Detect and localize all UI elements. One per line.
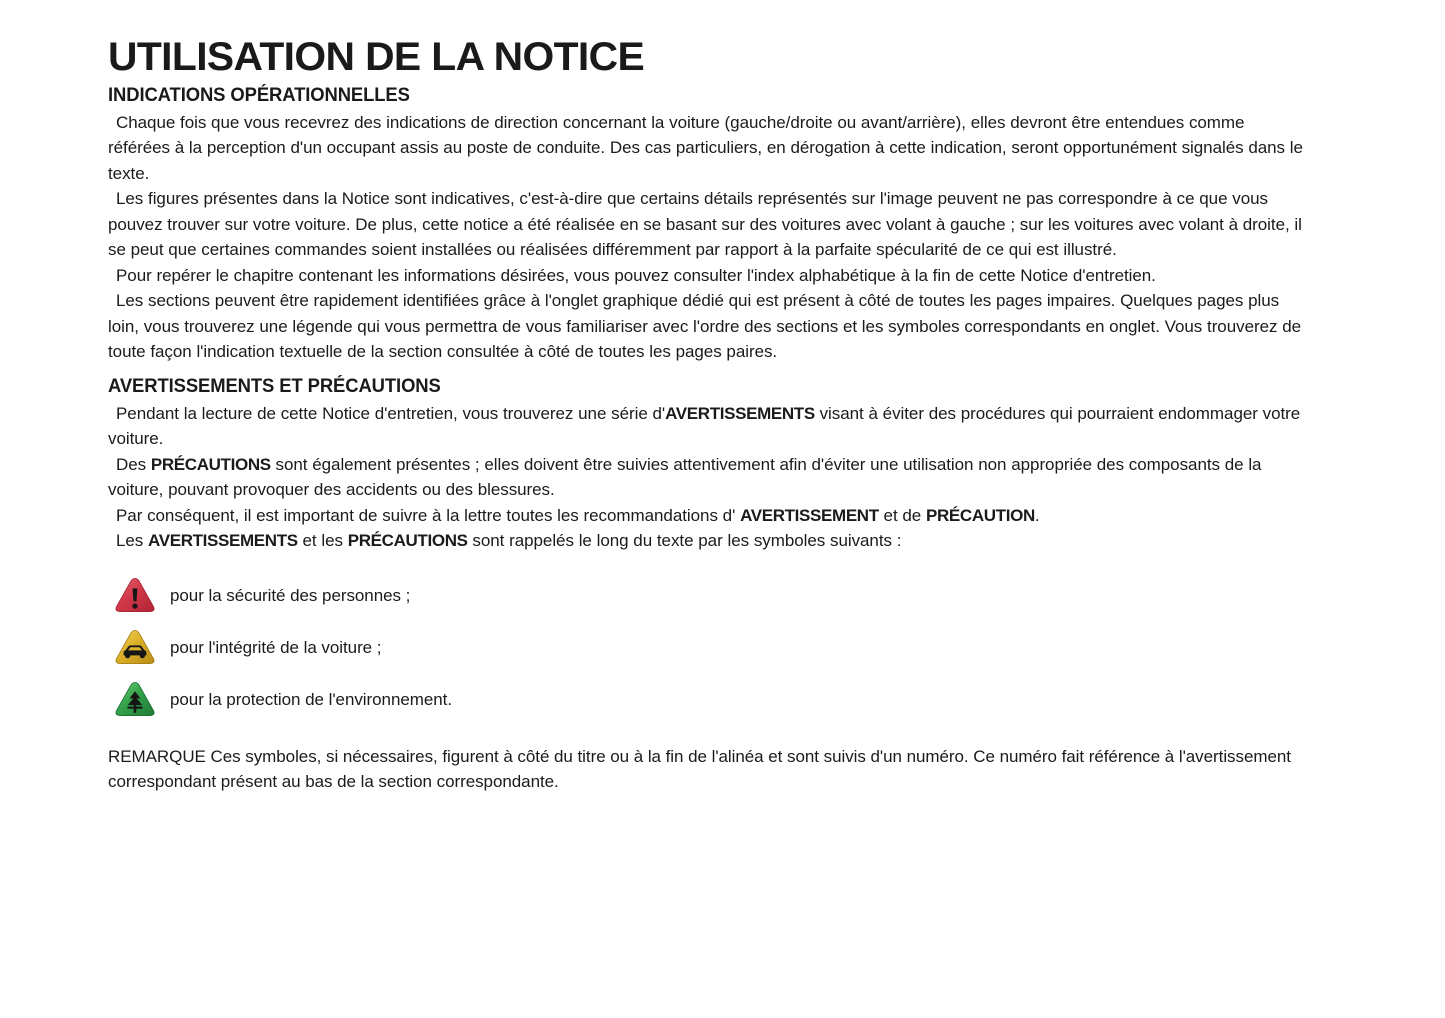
- list-item-label: pour l'intégrité de la voiture ;: [170, 638, 382, 657]
- paragraph: [108, 503, 1305, 529]
- text-run: et les: [297, 531, 348, 550]
- paragraph: Les sections peuvent être rapidement identifiées grâce à l'onglet graphique dédié qui est présent à côté de toutes les pages impaires. Quelques pages plus loin, vous trouverez une légende qui vous permettra de vous familiariser avec l'ordre des sections et les symboles correspondants en onglet. Vous trouverez de toute façon l'indication textuelle de la section consultée à côté de toutes les pages paires.: [108, 291, 1302, 362]
- paragraph: Pour repérer le chapitre contenant les informations désirées, vous pouvez consulter l'index alphabétique à la fin de cette Notice d'entretien.: [116, 265, 1156, 285]
- section-heading-operational: INDICATIONS OPÉRATIONNELLES: [108, 85, 410, 106]
- text-run-bold: AVERTISSEMENT: [740, 505, 879, 525]
- paragraph: Chaque fois que vous recevrez des indications de direction concernant la voiture (gauche/droite ou avant/arrière), elles devront être entendues comme référées à la perception d'un occupant assis au poste de conduite. Des cas particuliers, en dérogation à cette indication, seront opportunément signalés dans le texte.: [108, 112, 1303, 183]
- text-run: Pendant la lecture de cette Notice d'entretien, vous trouverez une série d': [116, 403, 666, 423]
- list-item-label: pour la protection de l'environnement.: [170, 690, 453, 709]
- remark-paragraph: REMARQUE Ces symboles, si nécessaires, figurent à côté du titre ou à la fin de l'alinéa et sont suivis d'un numéro. Ce numéro fait référence à l'avertissement correspondant présent au bas de la section correspondante.: [108, 746, 1291, 791]
- list-item-label: pour la sécurité des personnes ;: [170, 586, 411, 605]
- list-item: [108, 570, 1305, 622]
- page-title: UTILISATION DE LA NOTICE: [108, 35, 645, 79]
- paragraph: Les figures présentes dans la Notice sont indicatives, c'est-à-dire que certains détails représentés sur l'image peuvent ne pas correspondre à ce que vous pouvez trouver sur votre voiture. De plus, cette notice a été réalisée en se basant sur des voitures avec volant à gauche ; sur les voitures avec volant à droite, il se peut que certaines commandes soient installées ou réalisées différemment par rapport à la parfaite spécularité de ce qui est illustré.: [108, 189, 1302, 260]
- text-run: sont rappelés le long du texte par les symboles suivants :: [467, 531, 902, 550]
- list-item: [108, 674, 1305, 726]
- green-warning-triangle-tree-icon: [112, 678, 158, 722]
- text-run-bold: AVERTISSEMENTS: [665, 403, 815, 423]
- text-run: visant à éviter des procédures qui pourraient endommager votre voiture.: [108, 403, 1301, 448]
- yellow-warning-triangle-car-icon: [112, 626, 158, 670]
- text-run-bold: PRÉCAUTIONS: [150, 454, 271, 474]
- text-run: .: [1034, 505, 1040, 525]
- symbol-legend-list: [108, 570, 1305, 726]
- warnings-paragraphs: [108, 401, 1305, 554]
- text-run-bold: PRÉCAUTIONS: [347, 531, 468, 550]
- paragraph: [108, 401, 1305, 452]
- paragraph: [108, 452, 1305, 503]
- list-item: [108, 622, 1305, 674]
- section-heading-warnings: AVERTISSEMENTS ET PRÉCAUTIONS: [108, 375, 441, 397]
- paragraph: [108, 528, 1305, 554]
- text-run-bold: PRÉCAUTION: [926, 505, 1035, 525]
- text-run: sont également présentes ; elles doivent être suivies attentivement afin d'éviter une utilisation non appropriée des composants de la voiture, pouvant provoquer des accidents ou des blessures.: [108, 454, 1262, 499]
- text-run: et de: [878, 505, 926, 525]
- operational-paragraphs: [108, 110, 1305, 365]
- text-run: Les: [116, 531, 149, 550]
- text-run-bold: AVERTISSEMENTS: [148, 531, 298, 550]
- red-warning-triangle-exclamation-icon: [112, 574, 158, 618]
- text-run: Par conséquent, il est important de suivre à la lettre toutes les recommandations d': [116, 505, 741, 525]
- text-run: Des: [116, 454, 151, 474]
